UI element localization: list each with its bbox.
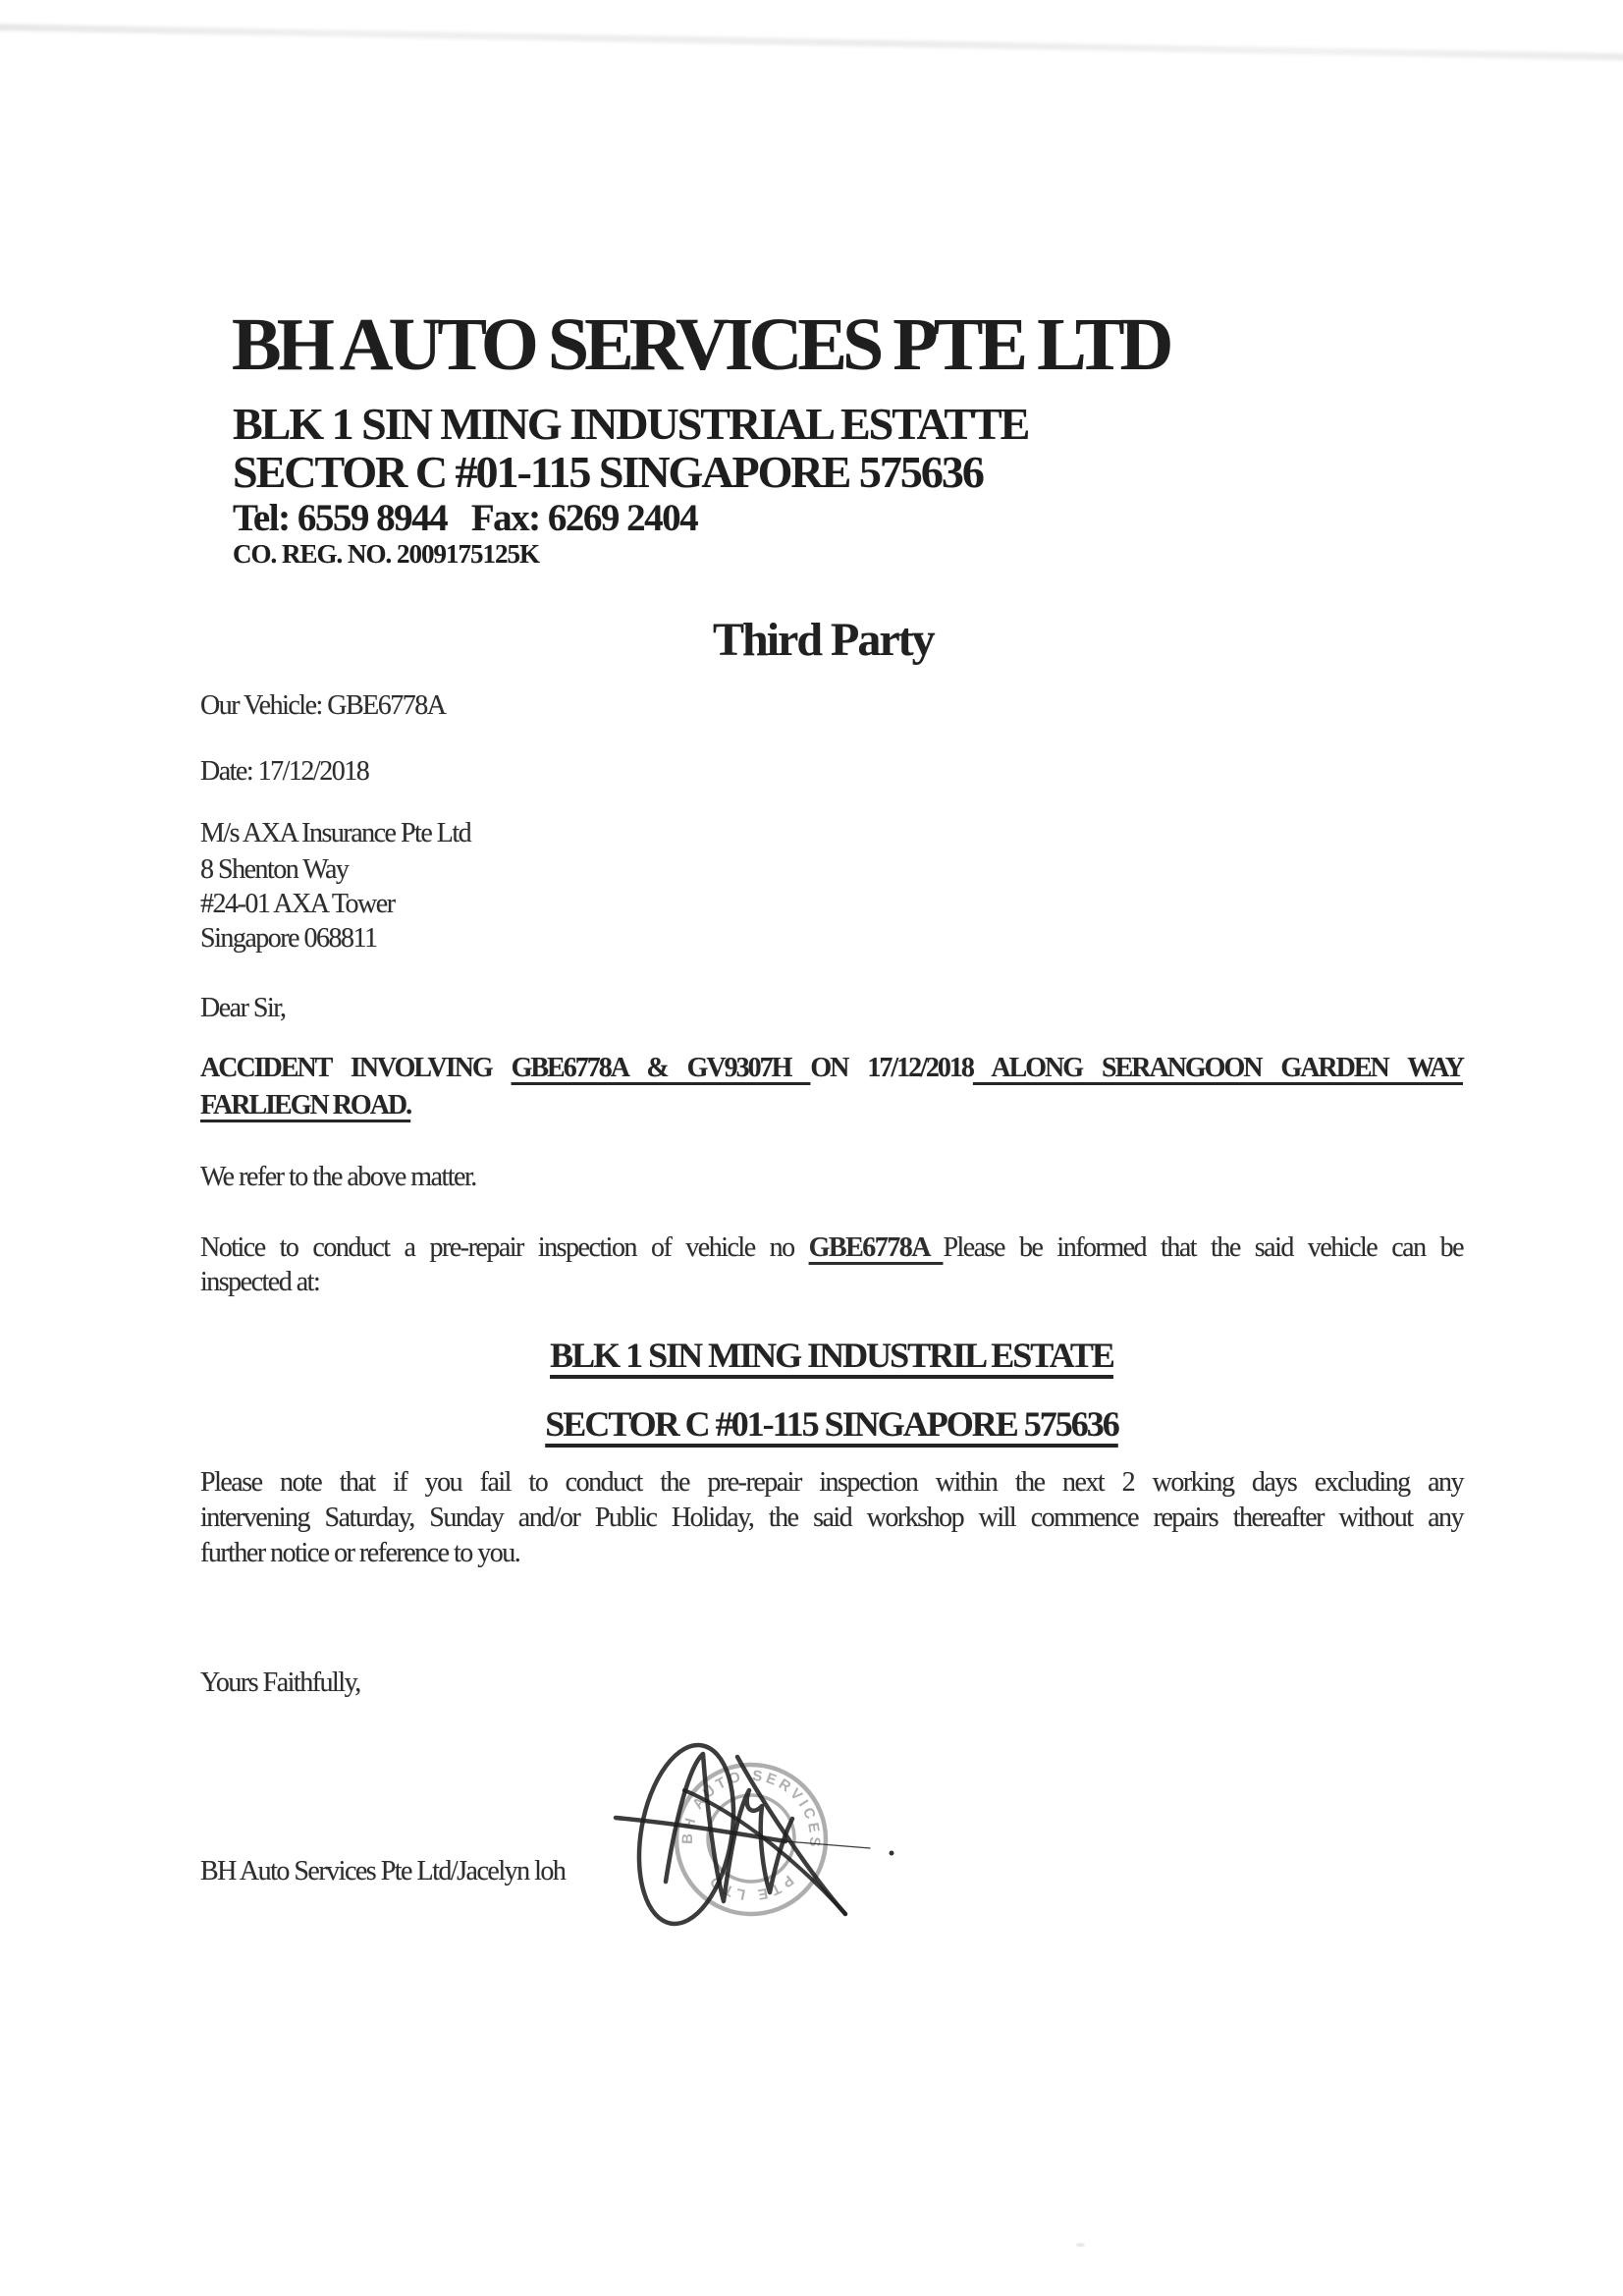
warning-line-3: further notice or reference to you. bbox=[200, 1538, 520, 1568]
stamp-text-top: BH AUTO SERVICES bbox=[678, 1767, 824, 1851]
subject-seg3: ON 17/12/2018 bbox=[810, 1053, 973, 1083]
ink-dot bbox=[890, 1851, 894, 1856]
company-name: BH AUTO SERVICES PTE LTD bbox=[232, 303, 1169, 386]
notice-post: Please be informed that the said vehicle can be bbox=[943, 1232, 1464, 1263]
notice-pre: Notice to conduct a pre-repair inspection of vehicle no bbox=[200, 1232, 809, 1263]
subject-road-underlined: FARLIEGN ROAD. bbox=[200, 1090, 411, 1121]
letterhead-address-line2: SECTOR C #01-115 SINGAPORE 575636 bbox=[233, 447, 983, 497]
letterhead-address-line1: BLK 1 SIN MING INDUSTRIAL ESTATTE bbox=[233, 399, 1029, 449]
recipient-line: M/s AXA Insurance Pte Ltd bbox=[200, 818, 471, 848]
recipient-line: Singapore 068811 bbox=[200, 923, 377, 954]
our-vehicle-line: Our Vehicle: GBE6778A bbox=[200, 690, 446, 721]
valediction: Yours Faithfully, bbox=[200, 1667, 360, 1698]
inspection-location-line2: SECTOR C #01-115 SINGAPORE 575636 bbox=[545, 1404, 1118, 1444]
letterhead-co-reg: CO. REG. NO. 2009175125K bbox=[233, 539, 540, 569]
scan-artifact-speck bbox=[1076, 2243, 1085, 2247]
letterhead-tel-fax: Tel: 6559 8944 Fax: 6269 2404 bbox=[233, 497, 698, 539]
inspection-location-line1: BLK 1 SIN MING INDUSTRIL ESTATE bbox=[550, 1336, 1113, 1375]
recipient-line: #24-01 AXA Tower bbox=[200, 889, 395, 919]
notice-vehicle-underlined: GBE6778A bbox=[808, 1232, 944, 1263]
subject-seg1: ACCIDENT INVOLVING bbox=[200, 1053, 512, 1083]
company-stamp bbox=[676, 1765, 826, 1914]
subject-location-underlined: ALONG SERANGOON GARDEN WAY bbox=[972, 1053, 1463, 1083]
salutation: Dear Sir, bbox=[200, 993, 286, 1023]
recipient-line: 8 Shenton Way bbox=[200, 854, 349, 885]
notice-line-2: inspected at: bbox=[200, 1267, 320, 1297]
subject-vehicles-underlined: GBE6778A & GV9307H bbox=[511, 1053, 811, 1083]
warning-line-2: intervening Saturday, Sunday and/or Public Holiday, the said workshop will commence repairs thereafter without any bbox=[200, 1503, 1463, 1533]
reference-line: We refer to the above matter. bbox=[200, 1162, 476, 1192]
document-heading: Third Party bbox=[713, 614, 934, 666]
signatory-line: BH Auto Services Pte Ltd/Jacelyn loh bbox=[200, 1856, 566, 1886]
stamp-text-bottom: PTE LTD bbox=[704, 1870, 797, 1904]
warning-line-1: Please note that if you fail to conduct the pre-repair inspection within the next 2 working days excluding any bbox=[200, 1467, 1463, 1498]
date-line: Date: 17/12/2018 bbox=[200, 756, 369, 787]
